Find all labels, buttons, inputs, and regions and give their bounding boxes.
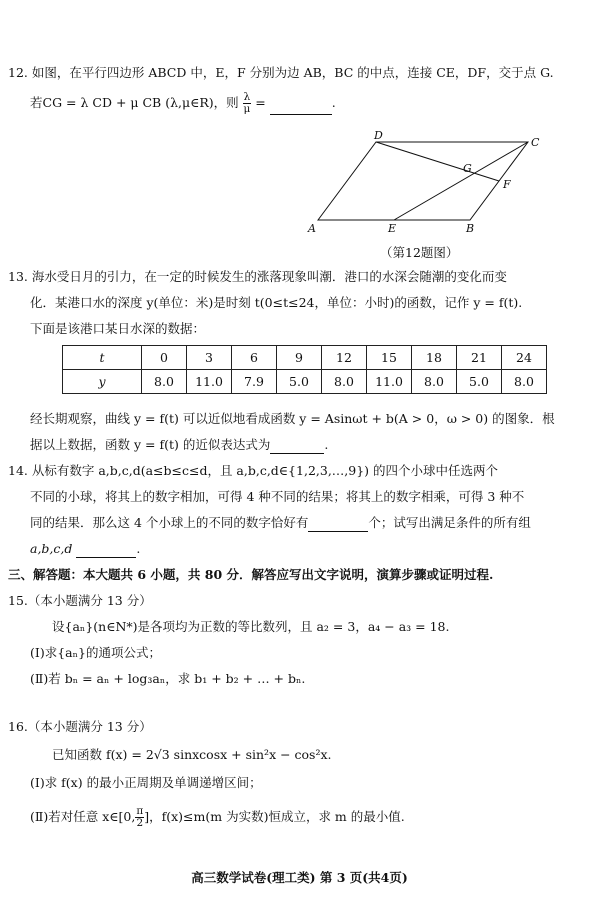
q12-frac-num: λ bbox=[243, 91, 251, 103]
label-g: G bbox=[463, 162, 472, 175]
parallelogram-figure bbox=[300, 128, 540, 248]
table-cell-y: 8.0 bbox=[412, 370, 457, 394]
q12-fraction bbox=[243, 92, 252, 115]
q14-line3 bbox=[30, 514, 531, 532]
table-cell-t: 18 bbox=[412, 346, 457, 370]
table-cell-t: 24 bbox=[502, 346, 547, 370]
table-cell-y: 11.0 bbox=[187, 370, 232, 394]
q13-line1: 13. 海水受日月的引力，在一定的时候发生的涨落现象叫潮．港口的水深会随潮的变化而变 bbox=[8, 269, 507, 284]
table-cell-y: 8.0 bbox=[142, 370, 187, 394]
label-f: F bbox=[503, 178, 511, 191]
q14-groups-blank[interactable] bbox=[76, 543, 136, 558]
table-cell-t: 3 bbox=[187, 346, 232, 370]
q12-vector-eq: CG = λ CD + μ CB (λ,μ∈R)，则 bbox=[42, 95, 239, 110]
q15-part1: (Ⅰ)求{aₙ}的通项公式； bbox=[30, 645, 161, 660]
q14-count-blank[interactable] bbox=[308, 517, 368, 532]
q16-line1: 已知函数 f(x) = 2√3 sinxcosx + sin²x − cos²x. bbox=[52, 747, 332, 762]
table-header-y: y bbox=[63, 370, 142, 394]
label-c: C bbox=[531, 136, 540, 149]
table-header-t: t bbox=[63, 346, 142, 370]
q14-line4-vars: a,b,c,d bbox=[30, 541, 73, 556]
q16-frac-num: π bbox=[136, 805, 144, 817]
q16-part2-a: (Ⅱ)若对任意 x∈[0, bbox=[30, 809, 136, 824]
section-3-heading: 三、解答题：本大题共 6 小题，共 80 分．解答应写出文字说明，演算步骤或证明过程. bbox=[8, 567, 494, 582]
q13-line2: 化．某港口水的深度 y(单位：米)是时刻 t(0≤t≤24，单位：小时)的函数，记作 y = f(t). bbox=[30, 295, 523, 310]
q12-line1: 12. 如图，在平行四边形 ABCD 中，E，F 分别为边 AB，BC 的中点，连接 CE，DF，交于点 G. bbox=[8, 65, 554, 80]
q13-line4: 经长期观察，曲线 y = f(t) 可以近似地看成函数 y = Asinωt + b(A > 0，ω > 0) 的图象．根 bbox=[30, 411, 555, 426]
table-cell-y: 5.0 bbox=[277, 370, 322, 394]
q15-line1: 设{aₙ}(n∈N*)是各项均为正数的等比数列，且 a₂ = 3，a₄ − a₃ = 18. bbox=[52, 619, 450, 634]
q16-frac-den: 2 bbox=[136, 817, 144, 829]
table-cell-t: 12 bbox=[322, 346, 367, 370]
q16-fraction bbox=[135, 806, 144, 829]
table-cell-y: 11.0 bbox=[367, 370, 412, 394]
q14-line2: 不同的小球，将其上的数字相加，可得 4 种不同的结果；将其上的数字相乘，可得 3 种不 bbox=[30, 489, 525, 504]
q16-part2 bbox=[30, 806, 405, 829]
q12-figure-caption: （第12题图） bbox=[380, 245, 459, 260]
table-cell-t: 15 bbox=[367, 346, 412, 370]
segment-df bbox=[376, 142, 499, 181]
table-row-t bbox=[63, 346, 547, 370]
q16-part1: (Ⅰ)求 f(x) 的最小正周期及单调递增区间； bbox=[30, 775, 262, 790]
q12-frac-den: μ bbox=[243, 103, 251, 115]
q13-line5-text: 据以上数据，函数 y = f(t) 的近似表达式为 bbox=[30, 437, 271, 452]
q13-line5: 据以上数据，函数 y = f(t) 的近似表达式为 . bbox=[30, 437, 329, 452]
q16-part2-b: ]，f(x)≤m(m 为实数)恒成立，求 m 的最小值. bbox=[144, 809, 405, 824]
table-cell-t: 0 bbox=[142, 346, 187, 370]
label-e: E bbox=[388, 222, 397, 235]
tide-data-table bbox=[62, 345, 547, 394]
q15-title: 15.（本小题满分 13 分） bbox=[8, 593, 152, 608]
label-a: A bbox=[308, 222, 316, 235]
table-cell-y: 7.9 bbox=[232, 370, 277, 394]
table-cell-t: 21 bbox=[457, 346, 502, 370]
table-cell-y: 8.0 bbox=[502, 370, 547, 394]
q12-if: 若 bbox=[30, 95, 43, 110]
q14-line4: a,b,c,d . bbox=[30, 541, 141, 556]
label-d: D bbox=[374, 129, 383, 142]
table-cell-t: 9 bbox=[277, 346, 322, 370]
q12-answer-blank[interactable] bbox=[270, 100, 332, 115]
page-footer: 高三数学试卷(理工类) 第 3 页(共4页) bbox=[191, 870, 408, 885]
table-cell-y: 5.0 bbox=[457, 370, 502, 394]
table-cell-y: 8.0 bbox=[322, 370, 367, 394]
q14-line3-b: 个；试写出满足条件的所有组 bbox=[368, 515, 531, 530]
parallelogram-abcd bbox=[318, 142, 528, 220]
q12-eq: = bbox=[255, 95, 266, 110]
q13-answer-blank[interactable] bbox=[270, 439, 324, 454]
q16-title: 16.（本小题满分 13 分） bbox=[8, 719, 152, 734]
table-cell-t: 6 bbox=[232, 346, 277, 370]
q14-line3-a: 同的结果．那么这 4 个小球上的不同的数字恰好有 bbox=[30, 515, 309, 530]
q13-line3: 下面是该港口某日水深的数据： bbox=[30, 321, 206, 336]
q14-line1: 14. 从标有数字 a,b,c,d(a≤b≤c≤d，且 a,b,c,d∈{1,2,3,…,9}) 的四个小球中任选两个 bbox=[8, 463, 499, 478]
label-b: B bbox=[466, 222, 475, 235]
q12-line2: 若CG = λ CD + μ CB (λ,μ∈R)，则 $\frac{\lambda}{\mu}$ = . bbox=[30, 91, 336, 115]
table-row-y bbox=[63, 370, 547, 394]
q15-part2: (Ⅱ)若 bₙ = aₙ + log₃aₙ，求 b₁ + b₂ + … + bₙ. bbox=[30, 671, 306, 686]
